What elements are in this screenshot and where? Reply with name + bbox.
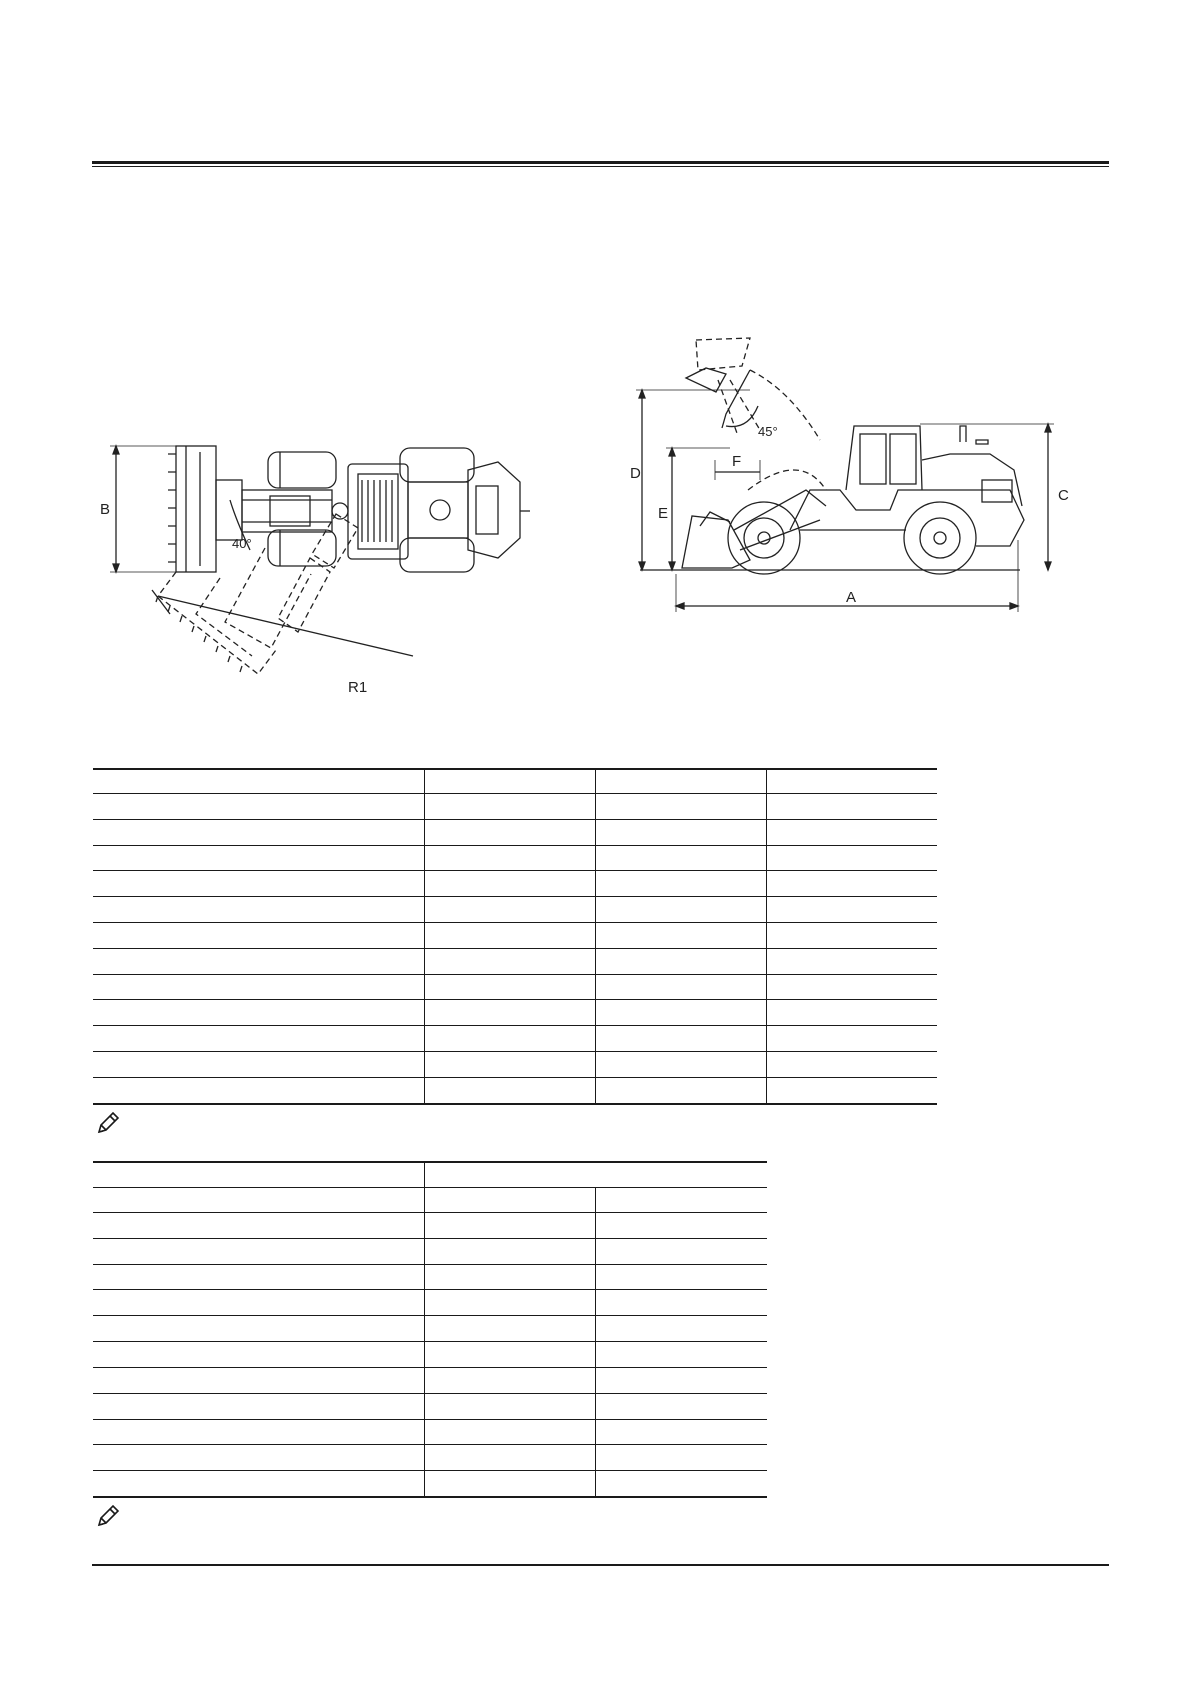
table-row (93, 1367, 767, 1368)
table-row (93, 793, 937, 794)
side-view-drawing (630, 330, 1090, 620)
table-row (93, 974, 937, 975)
table-row (93, 1212, 767, 1213)
spec-table-2 (93, 1161, 767, 1499)
table-column-divider (424, 768, 425, 1105)
table-row (93, 896, 937, 897)
table-column-divider (424, 1161, 425, 1498)
table-row (93, 1077, 937, 1078)
table-row (93, 1025, 937, 1026)
table-column-divider (595, 1187, 596, 1498)
dim-label-e: E (658, 505, 669, 522)
table-row (93, 870, 937, 871)
table-row (93, 1289, 767, 1290)
table-column-divider (766, 768, 767, 1105)
table-row (93, 819, 937, 820)
table-row (93, 1264, 767, 1265)
table-row (93, 948, 937, 949)
footer-rule (92, 1564, 1109, 1566)
angle-label-40: 40° (232, 536, 252, 551)
table-row (93, 1419, 767, 1420)
table-row (93, 1315, 767, 1316)
header-rule (92, 161, 1109, 164)
pencil-note-icon (95, 1110, 121, 1136)
table-row (93, 1470, 767, 1471)
spec-table-1 (93, 768, 937, 1105)
table-row (93, 1444, 767, 1445)
table-row (93, 1103, 937, 1105)
table-row (93, 1341, 767, 1342)
table-row (93, 768, 937, 770)
table-row (93, 999, 937, 1000)
top-view-drawing (100, 430, 560, 710)
table-row (93, 1496, 767, 1498)
dim-label-r1: R1 (348, 679, 368, 696)
table-row (93, 845, 937, 846)
table-row (93, 1393, 767, 1394)
table-column-divider (595, 768, 596, 1105)
angle-label-45: 45° (758, 424, 778, 439)
dim-label-c: C (1058, 487, 1069, 504)
table-row (93, 922, 937, 923)
dim-label-d: D (630, 465, 641, 482)
dim-label-f: F (732, 453, 742, 470)
table-row (93, 1187, 767, 1188)
table-row (93, 1238, 767, 1239)
pencil-note-icon (95, 1503, 121, 1529)
table-row (93, 1051, 937, 1052)
table-row (93, 1161, 767, 1163)
header-rule-thin (92, 166, 1109, 167)
dim-label-b: B (100, 501, 111, 518)
dim-label-a: A (846, 589, 857, 606)
